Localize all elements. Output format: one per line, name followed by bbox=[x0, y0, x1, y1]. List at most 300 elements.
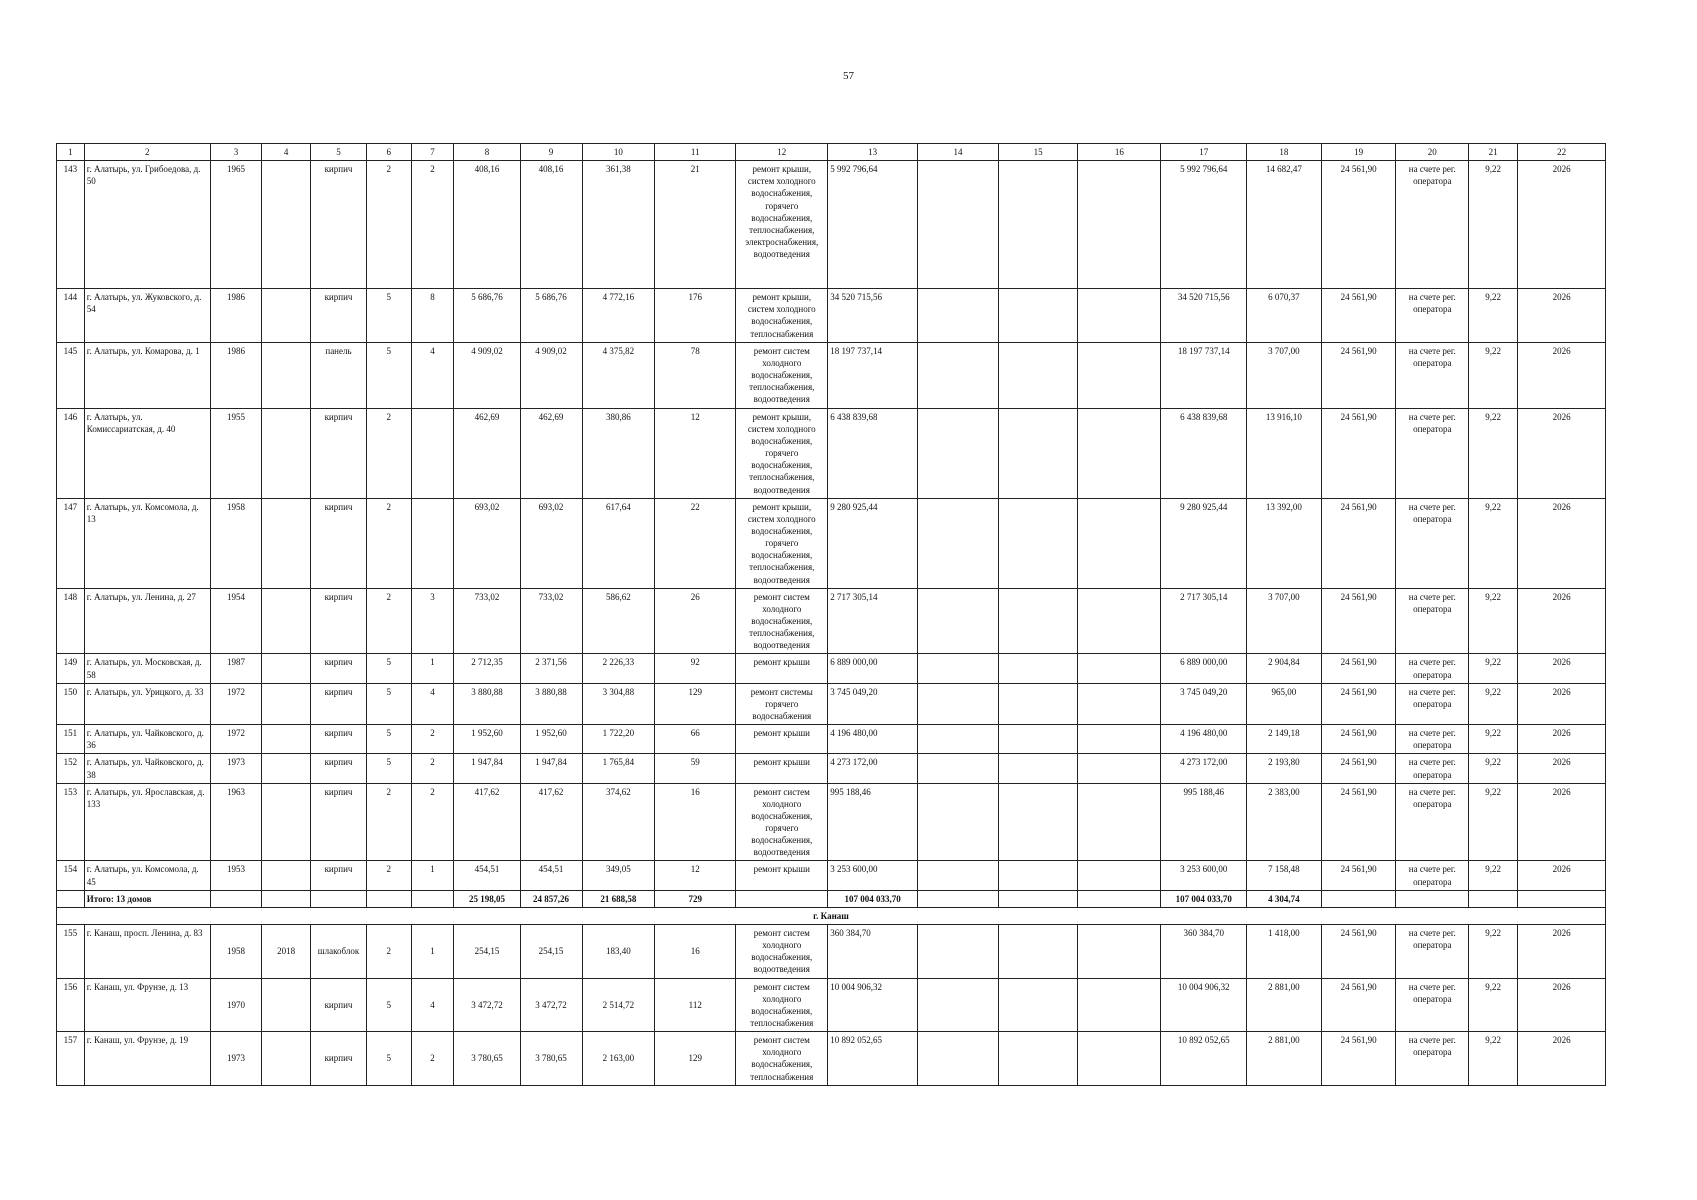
cell-works: ремонт крыши bbox=[736, 725, 828, 754]
column-number-10: 10 bbox=[582, 144, 655, 161]
cell-fund-method: на счете рег. оператора bbox=[1396, 783, 1469, 861]
cell-address: г. Канаш, ул. Фрунзе, д. 13 bbox=[84, 978, 210, 1032]
cell-no: 146 bbox=[57, 408, 85, 498]
cell-material: кирпич bbox=[311, 289, 367, 343]
cell-empty bbox=[1078, 783, 1161, 861]
cell-no: 155 bbox=[57, 925, 85, 979]
cell-area-total: 733,02 bbox=[454, 588, 520, 654]
cell-entrances bbox=[411, 408, 454, 498]
cell-term: 2026 bbox=[1518, 725, 1606, 754]
cell-area-living: 1 952,60 bbox=[520, 725, 582, 754]
cell-area-living: 3 472,72 bbox=[520, 978, 582, 1032]
cell-area-living: 254,15 bbox=[520, 925, 582, 979]
cell-term: 2026 bbox=[1518, 783, 1606, 861]
column-number-18: 18 bbox=[1246, 144, 1321, 161]
column-number-13: 13 bbox=[828, 144, 918, 161]
table-row bbox=[57, 861, 1606, 890]
cell-year: 1958 bbox=[210, 925, 261, 979]
cell-cost-m2: 7 158,48 bbox=[1246, 861, 1321, 890]
cell-cost-total: 34 520 715,56 bbox=[828, 289, 918, 343]
cell-cost-m2: 2 383,00 bbox=[1246, 783, 1321, 861]
cell-year: 1973 bbox=[210, 1032, 261, 1086]
cell-term: 2026 bbox=[1518, 588, 1606, 654]
cell-floors: 5 bbox=[366, 754, 411, 783]
cell-term: 2026 bbox=[1518, 342, 1606, 408]
capital-repair-table bbox=[56, 143, 1606, 1086]
cell-limit-m2: 24 561,90 bbox=[1321, 783, 1396, 861]
cell-area-living: 454,51 bbox=[520, 861, 582, 890]
column-number-row bbox=[57, 144, 1606, 161]
cell-year2 bbox=[262, 289, 311, 343]
cell-area-total: 3 472,72 bbox=[454, 978, 520, 1032]
cell-area-living: 3 880,88 bbox=[520, 683, 582, 724]
column-number-6: 6 bbox=[366, 144, 411, 161]
cell-no: 152 bbox=[57, 754, 85, 783]
cell-residents: 26 bbox=[655, 588, 736, 654]
cell-empty bbox=[917, 498, 998, 588]
cell-address: г. Алатырь, ул. Комиссариатская, д. 40 bbox=[84, 408, 210, 498]
cell-cost-total: 9 280 925,44 bbox=[828, 498, 918, 588]
cell-address: г. Алатырь, ул. Ярославская, д. 133 bbox=[84, 783, 210, 861]
cell-year2 bbox=[262, 725, 311, 754]
cell-fund-method: на счете рег. оператора bbox=[1396, 1032, 1469, 1086]
cell-year: 1973 bbox=[210, 754, 261, 783]
cell-floors: 2 bbox=[366, 925, 411, 979]
cell-year: 1986 bbox=[210, 342, 261, 408]
cell-empty bbox=[917, 654, 998, 683]
cell-area-living: 4 909,02 bbox=[520, 342, 582, 408]
cell-share: 9,22 bbox=[1469, 683, 1518, 724]
cell-address: г. Алатырь, ул. Комарова, д. 1 bbox=[84, 342, 210, 408]
cell-area-total: 417,62 bbox=[454, 783, 520, 861]
column-number-5: 5 bbox=[311, 144, 367, 161]
cell-limit-m2: 24 561,90 bbox=[1321, 1032, 1396, 1086]
table-row bbox=[57, 161, 1606, 289]
cell-cost-m2: 2 193,80 bbox=[1246, 754, 1321, 783]
cell-year2: 2018 bbox=[262, 925, 311, 979]
column-number-8: 8 bbox=[454, 144, 520, 161]
cell-area-total: 408,16 bbox=[454, 161, 520, 289]
cell-year2 bbox=[262, 683, 311, 724]
cell-entrances bbox=[411, 498, 454, 588]
cell-floors: 5 bbox=[366, 654, 411, 683]
cell-empty bbox=[999, 890, 1078, 907]
cell-year: 1953 bbox=[210, 861, 261, 890]
cell-address: г. Алатырь, ул. Московская, д. 58 bbox=[84, 654, 210, 683]
cell-entrances: 1 bbox=[411, 925, 454, 979]
cell-area-res: 349,05 bbox=[582, 861, 655, 890]
cell-area-living: 3 780,65 bbox=[520, 1032, 582, 1086]
cell-empty bbox=[1396, 890, 1469, 907]
cell-empty bbox=[999, 925, 1078, 979]
cell-cost-m2: 3 707,00 bbox=[1246, 588, 1321, 654]
cell-share: 9,22 bbox=[1469, 978, 1518, 1032]
cell-residents: 59 bbox=[655, 754, 736, 783]
cell-area-total: 462,69 bbox=[454, 408, 520, 498]
cell-year: 1970 bbox=[210, 978, 261, 1032]
cell-fund-method: на счете рег. оператора bbox=[1396, 408, 1469, 498]
cell-empty bbox=[917, 925, 998, 979]
cell-empty bbox=[999, 161, 1078, 289]
cell-address: г. Алатырь, ул. Комсомола, д. 13 bbox=[84, 498, 210, 588]
cell-year2 bbox=[262, 1032, 311, 1086]
cell-year: 1958 bbox=[210, 498, 261, 588]
cell-area-living: 693,02 bbox=[520, 498, 582, 588]
cell-share: 9,22 bbox=[1469, 654, 1518, 683]
cell-empty bbox=[1078, 683, 1161, 724]
cell-area-living: 417,62 bbox=[520, 783, 582, 861]
cell-cost-total: 4 273 172,00 bbox=[828, 754, 918, 783]
cell-cost-total: 360 384,70 bbox=[828, 925, 918, 979]
cell-works: ремонт крыши, систем холодного водоснабжения, горячего водоснабжения, теплоснабжения, водоотведения bbox=[736, 498, 828, 588]
cell-empty bbox=[1078, 588, 1161, 654]
cell-area-res: 2 226,33 bbox=[582, 654, 655, 683]
cell-floors: 2 bbox=[366, 498, 411, 588]
cell-cost-fund: 34 520 715,56 bbox=[1161, 289, 1246, 343]
cell-cost-fund: 10 004 906,32 bbox=[1161, 978, 1246, 1032]
cell-year2 bbox=[262, 978, 311, 1032]
cell-empty bbox=[999, 861, 1078, 890]
cell-share: 9,22 bbox=[1469, 588, 1518, 654]
cell-cost-total: 6 889 000,00 bbox=[828, 654, 918, 683]
cell-area-res: 4 375,82 bbox=[582, 342, 655, 408]
cell-area-total: 454,51 bbox=[454, 861, 520, 890]
table-row bbox=[57, 978, 1606, 1032]
cell-works: ремонт крыши bbox=[736, 754, 828, 783]
cell-empty bbox=[1078, 725, 1161, 754]
cell-material: кирпич bbox=[311, 408, 367, 498]
cell-empty bbox=[999, 498, 1078, 588]
table-row bbox=[57, 783, 1606, 861]
cell-term: 2026 bbox=[1518, 289, 1606, 343]
cell-cost-m2: 13 392,00 bbox=[1246, 498, 1321, 588]
cell-material: кирпич bbox=[311, 683, 367, 724]
cell-term: 2026 bbox=[1518, 498, 1606, 588]
cell-fund-method: на счете рег. оператора bbox=[1396, 161, 1469, 289]
cell-share: 9,22 bbox=[1469, 498, 1518, 588]
cell-floors: 5 bbox=[366, 978, 411, 1032]
cell-area-res: 4 772,16 bbox=[582, 289, 655, 343]
cell-material: панель bbox=[311, 342, 367, 408]
cell-cost-total: 18 197 737,14 bbox=[828, 342, 918, 408]
cell-works: ремонт крыши, систем холодного водоснабжения, горячего водоснабжения, теплоснабжения, электроснабжения, водоотведения bbox=[736, 161, 828, 289]
cell-area-res: 2 163,00 bbox=[582, 1032, 655, 1086]
cell-empty bbox=[999, 783, 1078, 861]
column-number-4: 4 bbox=[262, 144, 311, 161]
table-row bbox=[57, 754, 1606, 783]
cell-fund-method: на счете рег. оператора bbox=[1396, 683, 1469, 724]
cell-works: ремонт систем холодного водоснабжения, теплоснабжения, водоотведения bbox=[736, 342, 828, 408]
column-number-1: 1 bbox=[57, 144, 85, 161]
cell-empty bbox=[917, 588, 998, 654]
cell-empty bbox=[999, 978, 1078, 1032]
cell-limit-m2: 24 561,90 bbox=[1321, 408, 1396, 498]
cell-empty bbox=[917, 408, 998, 498]
cell-share: 9,22 bbox=[1469, 289, 1518, 343]
cell-cost-m2: 14 682,47 bbox=[1246, 161, 1321, 289]
cell-empty bbox=[366, 890, 411, 907]
cell-term: 2026 bbox=[1518, 654, 1606, 683]
cell-limit-m2: 24 561,90 bbox=[1321, 861, 1396, 890]
cell-floors: 2 bbox=[366, 408, 411, 498]
cell-area-total: 2 712,35 bbox=[454, 654, 520, 683]
cell-empty bbox=[1518, 890, 1606, 907]
column-number-20: 20 bbox=[1396, 144, 1469, 161]
total-cost-total: 107 004 033,70 bbox=[828, 890, 918, 907]
cell-residents: 21 bbox=[655, 161, 736, 289]
cell-empty bbox=[1078, 925, 1161, 979]
cell-cost-total: 2 717 305,14 bbox=[828, 588, 918, 654]
cell-empty bbox=[1078, 1032, 1161, 1086]
cell-area-res: 374,62 bbox=[582, 783, 655, 861]
table-row bbox=[57, 289, 1606, 343]
cell-address: г. Алатырь, ул. Ленина, д. 27 bbox=[84, 588, 210, 654]
cell-year2 bbox=[262, 754, 311, 783]
cell-share: 9,22 bbox=[1469, 1032, 1518, 1086]
cell-year: 1987 bbox=[210, 654, 261, 683]
cell-address: г. Алатырь, ул. Чайковского, д. 36 bbox=[84, 725, 210, 754]
cell-year: 1954 bbox=[210, 588, 261, 654]
cell-share: 9,22 bbox=[1469, 861, 1518, 890]
total-cost-m2: 4 304,74 bbox=[1246, 890, 1321, 907]
cell-no: 154 bbox=[57, 861, 85, 890]
cell-no: 143 bbox=[57, 161, 85, 289]
cell-cost-fund: 3 253 600,00 bbox=[1161, 861, 1246, 890]
cell-empty bbox=[917, 754, 998, 783]
cell-area-living: 2 371,56 bbox=[520, 654, 582, 683]
cell-cost-m2: 2 904,84 bbox=[1246, 654, 1321, 683]
cell-area-res: 1 722,20 bbox=[582, 725, 655, 754]
cell-material: кирпич bbox=[311, 754, 367, 783]
cell-works: ремонт систем холодного водоснабжения, теплоснабжения bbox=[736, 1032, 828, 1086]
cell-cost-total: 3 745 049,20 bbox=[828, 683, 918, 724]
cell-address: г. Алатырь, ул. Грибоедова, д. 50 bbox=[84, 161, 210, 289]
cell-fund-method: на счете рег. оператора bbox=[1396, 498, 1469, 588]
cell-empty bbox=[1321, 890, 1396, 907]
cell-entrances: 2 bbox=[411, 161, 454, 289]
cell-term: 2026 bbox=[1518, 161, 1606, 289]
cell-fund-method: на счете рег. оператора bbox=[1396, 978, 1469, 1032]
cell-no: 144 bbox=[57, 289, 85, 343]
page-number: 57 bbox=[843, 70, 854, 82]
cell-no: 150 bbox=[57, 683, 85, 724]
cell-limit-m2: 24 561,90 bbox=[1321, 342, 1396, 408]
cell-fund-method: на счете рег. оператора bbox=[1396, 588, 1469, 654]
cell-no: 153 bbox=[57, 783, 85, 861]
cell-entrances: 8 bbox=[411, 289, 454, 343]
cell-share: 9,22 bbox=[1469, 725, 1518, 754]
cell-empty bbox=[1078, 978, 1161, 1032]
cell-address: г. Канаш, просп. Ленина, д. 83 bbox=[84, 925, 210, 979]
column-number-21: 21 bbox=[1469, 144, 1518, 161]
cell-residents: 78 bbox=[655, 342, 736, 408]
cell-year: 1986 bbox=[210, 289, 261, 343]
total-residents: 729 bbox=[655, 890, 736, 907]
cell-works: ремонт крыши bbox=[736, 861, 828, 890]
total-area-total: 25 198,05 bbox=[454, 890, 520, 907]
cell-term: 2026 bbox=[1518, 925, 1606, 979]
cell-empty bbox=[999, 754, 1078, 783]
cell-residents: 66 bbox=[655, 725, 736, 754]
cell-limit-m2: 24 561,90 bbox=[1321, 289, 1396, 343]
cell-cost-fund: 18 197 737,14 bbox=[1161, 342, 1246, 408]
cell-cost-total: 4 196 480,00 bbox=[828, 725, 918, 754]
cell-empty bbox=[917, 725, 998, 754]
cell-term: 2026 bbox=[1518, 754, 1606, 783]
cell-material: кирпич bbox=[311, 1032, 367, 1086]
table-row bbox=[57, 498, 1606, 588]
table-row bbox=[57, 654, 1606, 683]
cell-empty bbox=[1078, 289, 1161, 343]
cell-limit-m2: 24 561,90 bbox=[1321, 161, 1396, 289]
cell-empty bbox=[917, 161, 998, 289]
cell-floors: 2 bbox=[366, 588, 411, 654]
cell-cost-total: 995 188,46 bbox=[828, 783, 918, 861]
cell-works: ремонт крыши bbox=[736, 654, 828, 683]
cell-limit-m2: 24 561,90 bbox=[1321, 654, 1396, 683]
cell-empty bbox=[411, 890, 454, 907]
cell-area-living: 1 947,84 bbox=[520, 754, 582, 783]
cell-entrances: 4 bbox=[411, 683, 454, 724]
cell-cost-m2: 2 149,18 bbox=[1246, 725, 1321, 754]
column-number-7: 7 bbox=[411, 144, 454, 161]
cell-limit-m2: 24 561,90 bbox=[1321, 498, 1396, 588]
cell-term: 2026 bbox=[1518, 683, 1606, 724]
cell-empty bbox=[917, 890, 998, 907]
table-row bbox=[57, 588, 1606, 654]
cell-area-living: 462,69 bbox=[520, 408, 582, 498]
table-row bbox=[57, 1032, 1606, 1086]
cell-empty bbox=[999, 588, 1078, 654]
cell-area-total: 3 880,88 bbox=[454, 683, 520, 724]
table-row bbox=[57, 408, 1606, 498]
cell-empty bbox=[1078, 408, 1161, 498]
cell-works: ремонт системы горячего водоснабжения bbox=[736, 683, 828, 724]
cell-works: ремонт систем холодного водоснабжения, теплоснабжения bbox=[736, 978, 828, 1032]
cell-floors: 5 bbox=[366, 1032, 411, 1086]
cell-fund-method: на счете рег. оператора bbox=[1396, 289, 1469, 343]
cell-entrances: 2 bbox=[411, 754, 454, 783]
cell-fund-method: на счете рег. оператора bbox=[1396, 654, 1469, 683]
cell-floors: 5 bbox=[366, 289, 411, 343]
housing-register-sheet bbox=[56, 143, 1606, 1086]
cell-cost-fund: 995 188,46 bbox=[1161, 783, 1246, 861]
cell-no: 151 bbox=[57, 725, 85, 754]
city-heading: г. Канаш bbox=[57, 907, 1606, 924]
cell-empty bbox=[311, 890, 367, 907]
cell-material: кирпич bbox=[311, 161, 367, 289]
cell-material: кирпич bbox=[311, 783, 367, 861]
cell-empty bbox=[1078, 161, 1161, 289]
cell-area-total: 693,02 bbox=[454, 498, 520, 588]
cell-empty bbox=[917, 1032, 998, 1086]
cell-limit-m2: 24 561,90 bbox=[1321, 925, 1396, 979]
cell-year2 bbox=[262, 654, 311, 683]
cell-residents: 22 bbox=[655, 498, 736, 588]
cell-address: г. Алатырь, ул. Жуковского, д. 54 bbox=[84, 289, 210, 343]
cell-empty bbox=[917, 978, 998, 1032]
column-number-3: 3 bbox=[210, 144, 261, 161]
cell-cost-fund: 9 280 925,44 bbox=[1161, 498, 1246, 588]
cell-floors: 5 bbox=[366, 725, 411, 754]
column-number-14: 14 bbox=[917, 144, 998, 161]
total-cost-fund: 107 004 033,70 bbox=[1161, 890, 1246, 907]
cell-empty bbox=[917, 683, 998, 724]
cell-empty bbox=[917, 342, 998, 408]
cell-cost-fund: 10 892 052,65 bbox=[1161, 1032, 1246, 1086]
column-number-16: 16 bbox=[1078, 144, 1161, 161]
cell-cost-fund: 6 889 000,00 bbox=[1161, 654, 1246, 683]
cell-term: 2026 bbox=[1518, 978, 1606, 1032]
cell-year2 bbox=[262, 783, 311, 861]
column-number-11: 11 bbox=[655, 144, 736, 161]
cell-no: 147 bbox=[57, 498, 85, 588]
cell-empty bbox=[917, 783, 998, 861]
cell-entrances: 3 bbox=[411, 588, 454, 654]
cell-works: ремонт крыши, систем холодного водоснабжения, горячего водоснабжения, теплоснабжения, водоотведения bbox=[736, 408, 828, 498]
cell-works: ремонт систем холодного водоснабжения, водоотведения bbox=[736, 925, 828, 979]
cell-empty bbox=[999, 654, 1078, 683]
cell-year: 1972 bbox=[210, 725, 261, 754]
city-heading-row bbox=[57, 907, 1606, 924]
cell-empty bbox=[999, 289, 1078, 343]
cell-area-res: 361,38 bbox=[582, 161, 655, 289]
cell-share: 9,22 bbox=[1469, 754, 1518, 783]
cell-entrances: 1 bbox=[411, 654, 454, 683]
cell-year2 bbox=[262, 161, 311, 289]
cell-cost-fund: 4 196 480,00 bbox=[1161, 725, 1246, 754]
cell-residents: 129 bbox=[655, 1032, 736, 1086]
cell-empty bbox=[736, 890, 828, 907]
cell-year: 1955 bbox=[210, 408, 261, 498]
cell-empty bbox=[57, 890, 85, 907]
cell-limit-m2: 24 561,90 bbox=[1321, 588, 1396, 654]
cell-entrances: 2 bbox=[411, 1032, 454, 1086]
cell-residents: 16 bbox=[655, 925, 736, 979]
cell-share: 9,22 bbox=[1469, 408, 1518, 498]
cell-no: 157 bbox=[57, 1032, 85, 1086]
cell-share: 9,22 bbox=[1469, 783, 1518, 861]
table-body bbox=[57, 144, 1606, 1086]
cell-cost-fund: 3 745 049,20 bbox=[1161, 683, 1246, 724]
column-number-12: 12 bbox=[736, 144, 828, 161]
cell-residents: 176 bbox=[655, 289, 736, 343]
column-number-17: 17 bbox=[1161, 144, 1246, 161]
cell-empty bbox=[210, 890, 261, 907]
cell-entrances: 2 bbox=[411, 725, 454, 754]
cell-fund-method: на счете рег. оператора bbox=[1396, 754, 1469, 783]
cell-floors: 5 bbox=[366, 342, 411, 408]
cell-cost-fund: 6 438 839,68 bbox=[1161, 408, 1246, 498]
cell-cost-m2: 13 916,10 bbox=[1246, 408, 1321, 498]
cell-area-living: 408,16 bbox=[520, 161, 582, 289]
total-label: Итого: 13 домов bbox=[84, 890, 210, 907]
cell-year2 bbox=[262, 498, 311, 588]
column-number-19: 19 bbox=[1321, 144, 1396, 161]
cell-floors: 5 bbox=[366, 683, 411, 724]
total-area-res: 21 688,58 bbox=[582, 890, 655, 907]
cell-material: кирпич bbox=[311, 978, 367, 1032]
cell-area-total: 5 686,76 bbox=[454, 289, 520, 343]
cell-no: 145 bbox=[57, 342, 85, 408]
cell-cost-fund: 5 992 796,64 bbox=[1161, 161, 1246, 289]
cell-year: 1972 bbox=[210, 683, 261, 724]
cell-empty bbox=[1078, 861, 1161, 890]
cell-limit-m2: 24 561,90 bbox=[1321, 725, 1396, 754]
cell-area-res: 1 765,84 bbox=[582, 754, 655, 783]
cell-cost-m2: 3 707,00 bbox=[1246, 342, 1321, 408]
cell-cost-m2: 6 070,37 bbox=[1246, 289, 1321, 343]
